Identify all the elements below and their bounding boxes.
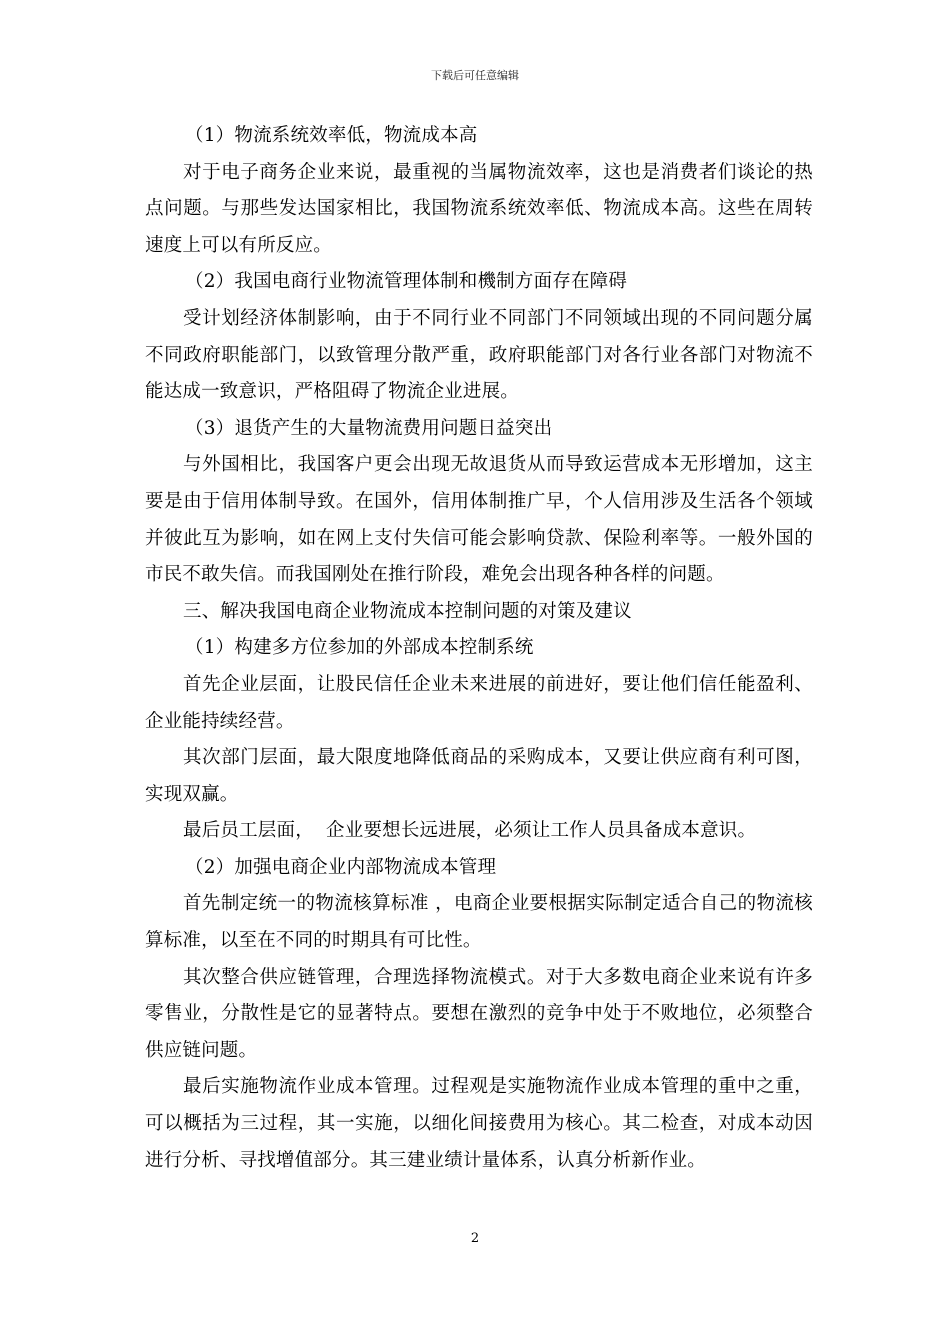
paragraph: 其次整合供应链管理，合理选择物流模式。对于大多数电商企业来说有许多零售业，分散性是它的显著特点。要想在激烈的竞争中处于不败地位，必须整合供应链问题。	[145, 966, 813, 1061]
subheading-1: （1）物流系统效率低，物流成本高	[185, 125, 478, 146]
paragraph: 最后实施物流作业成本管理。过程观是实施物流作业成本管理的重中之重，可以概括为三过程，其一实施，以细化间接费用为核心。其二检查，对成本动因进行分析、寻找增值部分。其三建业绩计量体系，认真分析新作业。	[145, 1076, 813, 1171]
subheading-2: （2）我国电商行业物流管理体制和機制方面存在障碍	[185, 271, 628, 293]
paragraph: 受计划经济体制影响，由于不同行业不同部门不同领域出现的不同问题分属不同政府职能部门，以致管理分散严重，政府职能部门对各行业各部门对物流不能达成一致意识，严格阻碍了物流企业进展。	[145, 307, 813, 403]
paragraph: 对于电子商务企业来说，最重视的当属物流效率，这也是消费者们谈论的热点问题。与那些发达国家相比，我国物流系统效率低、物流成本高。这些在周转速度上可以有所反应。	[145, 161, 813, 256]
page-number: 2	[470, 1231, 480, 1246]
paragraph: 首先企业层面，让股民信任企业未来进展的前进好，要让他们信任能盈利、企业能持续经营。	[145, 673, 813, 732]
section-heading: 三、解决我国电商企业物流成本控制问题的对策及建议	[183, 600, 632, 622]
paragraph: 与外国相比，我国客户更会出现无故退货从而导致运营成本无形增加，这主要是由于信用体制导致。在国外，信用体制推广早，个人信用涉及生活各个领域并彼此互为影响，如在网上支付失信可能会影响贷款、保险利率等。一般外国的市民不敢失信。而我国刚处在推行阶段，难免会出现各种各样的问题。	[145, 454, 813, 586]
paragraph: 首先制定统一的物流核算标准 ，电商企业要根据实际制定适合自己的物流核算标准，以至在不同的时期具有可比性。	[145, 893, 813, 952]
paragraph: 最后员工层面， 企业要想长远进展，必须让工作人员具备成本意识。	[183, 820, 757, 842]
subheading-3: （3）退货产生的大量物流费用问题日益突出	[185, 417, 553, 439]
subheading-4: （1）构建多方位参加的外部成本控制系统	[185, 637, 534, 659]
subheading-5: （2）加强电商企业内部物流成本管理	[185, 856, 497, 878]
page-header: 下载后可任意编辑	[431, 69, 519, 82]
document-body	[145, 118, 813, 1179]
paragraph: 其次部门层面，最大限度地降低商品的采购成本，又要让供应商有利可图，实现双赢。	[145, 747, 813, 805]
